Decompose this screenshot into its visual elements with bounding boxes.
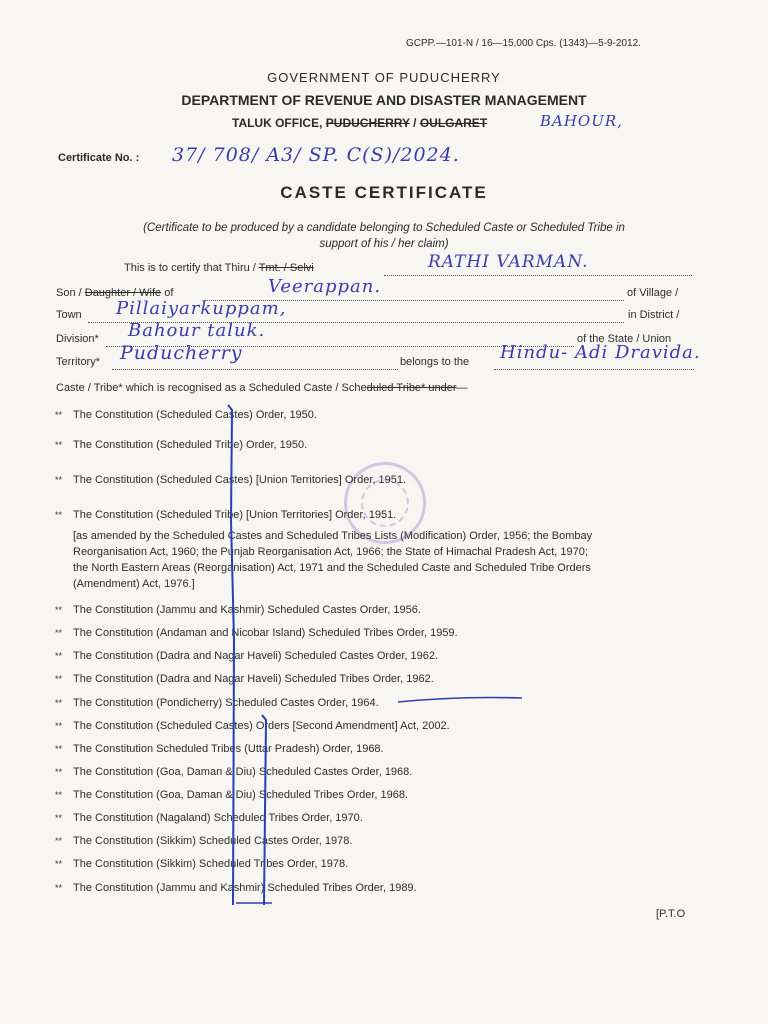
son-of: of [161,287,174,299]
star-mark: ** [55,475,63,485]
order-item: The Constitution (Scheduled Castes) [Union Territories] Order, 1951. [73,474,407,486]
recognised-text: Caste / Tribe* which is recognised as a Scheduled Caste / Sche [56,382,367,394]
father-name: Veerappan. [268,276,382,297]
order-item: The Constitution (Scheduled Tribe) [Union Territories] Order, 1951. [73,509,397,521]
star-mark: ** [55,674,63,684]
star-mark: ** [55,813,63,823]
department-heading: DEPARTMENT OF REVENUE AND DISASTER MANAGEMENT [181,92,587,108]
certificate-title: CASTE CERTIFICATE [280,183,488,202]
amendment-line: (Amendment) Act, 1976.] [73,578,195,590]
pen-vertical-line-right [262,715,266,905]
son-struck: Daughter / Wife [84,287,162,299]
pen-vertical-line-left [228,405,234,905]
recognised-tail: — [456,382,468,394]
taluk-prefix: TALUK OFFICE, [232,116,326,130]
order-item: The Constitution (Goa, Daman & Diu) Scheduled Castes Order, 1968. [73,766,413,778]
order-item: The Constitution (Andaman and Nicobar Island) Scheduled Tribes Order, 1959. [73,627,458,639]
certify-prefix: This is to certify that Thiru / [124,262,259,274]
candidate-name: RATHI VARMAN. [428,252,589,272]
territory-name: Puducherry [120,342,243,364]
state-label: of the State / Union [577,333,672,345]
star-mark: ** [55,859,63,869]
order-item: The Constitution (Goa, Daman & Diu) Scheduled Tribes Order, 1968. [73,789,409,801]
certificate-no-value: 37/ 708/ A3/ SP. C(S)/2024. [172,144,460,166]
order-item: The Constitution (Dadra and Nagar Haveli) Scheduled Castes Order, 1962. [73,650,439,662]
star-mark: ** [55,651,63,661]
star-mark: ** [55,721,63,731]
star-mark: ** [55,628,63,638]
subtitle-line-1: (Certificate to be produced by a candidate belonging to Scheduled Caste or Scheduled Tribe in [143,222,625,234]
taluk-separator: / [409,116,420,130]
star-mark: ** [55,790,63,800]
amendment-line: [as amended by the Scheduled Castes and Scheduled Tribes Lists (Modification) Order, 1956; the Bombay [73,530,593,542]
son-prefix: Son / [56,287,85,299]
order-item: The Constitution (Dadra and Nagar Haveli) Scheduled Tribes Order, 1962. [73,673,434,685]
order-item: The Constitution (Jammu and Kashmir) Scheduled Tribes Order, 1989. [73,882,417,894]
star-mark: ** [55,883,63,893]
order-item: The Constitution (Scheduled Castes) Orders [Second Amendment] Act, 2002. [73,720,450,732]
recognised-struck: duled Tribe* under [366,382,457,394]
district-label: in District / [628,309,680,321]
order-item: The Constitution (Sikkim) Scheduled Tribes Order, 1978. [73,858,349,870]
subtitle-line-2: support of his / her claim) [319,238,449,250]
taluk-struck-puducherry: PUDUCHERRY [325,116,410,130]
star-mark: ** [55,605,63,615]
star-mark: ** [55,744,63,754]
government-heading: GOVERNMENT OF PUDUCHERRY [267,70,501,85]
certify-struck: Tmt. / Selvi [258,262,314,274]
star-mark: ** [55,410,63,420]
order-item: The Constitution (Scheduled Castes) Order, 1950. [73,409,317,421]
pto-marker: [P.T.O [656,908,686,920]
taluk-handwritten: BAHOUR, [540,112,623,130]
order-item: The Constitution Scheduled Tribes (Uttar Pradesh) Order, 1968. [73,743,384,755]
pen-underline-pondicherry [398,698,522,703]
village-label: of Village / [627,287,679,299]
taluk-struck-oulgaret: OULGARET [419,116,488,130]
star-mark: ** [55,698,63,708]
star-mark: ** [55,767,63,777]
amendment-line: the North Eastern Areas (Reorganisation) Act, 1971 and the Scheduled Caste and Scheduled Tribe Orders [73,562,591,574]
caste-name: Hindu- Adi Dravida. [500,342,701,363]
star-mark: ** [55,836,63,846]
division-label: Division* [56,333,99,345]
order-item: The Constitution (Jammu and Kashmir) Scheduled Castes Order, 1956. [73,604,421,616]
star-mark: ** [55,510,63,520]
order-item: The Constitution (Nagaland) Scheduled Tribes Order, 1970. [73,812,363,824]
territory-label: Territory* [56,356,101,368]
belongs-label: belongs to the [400,356,470,368]
village-name: Pillaiyarkuppam, [116,298,287,319]
order-item: The Constitution (Pondicherry) Scheduled Castes Order, 1964. [73,697,379,709]
certificate-no-label: Certificate No. : [58,152,140,164]
order-item: The Constitution (Scheduled Tribe) Order, 1950. [73,439,308,451]
town-label: Town [56,309,82,321]
division-name: Bahour taluk. [128,320,266,341]
star-mark: ** [55,440,63,450]
amendment-line: Reorganisation Act, 1960; the Punjab Reorganisation Act, 1966; the State of Himachal Pradesh Act, 1970; [73,546,588,558]
order-item: The Constitution (Sikkim) Scheduled Castes Order, 1978. [73,835,353,847]
print-reference: GCPP.—101-N / 16—15,000 Cps. (1343)—5-9-2012. [406,38,641,49]
